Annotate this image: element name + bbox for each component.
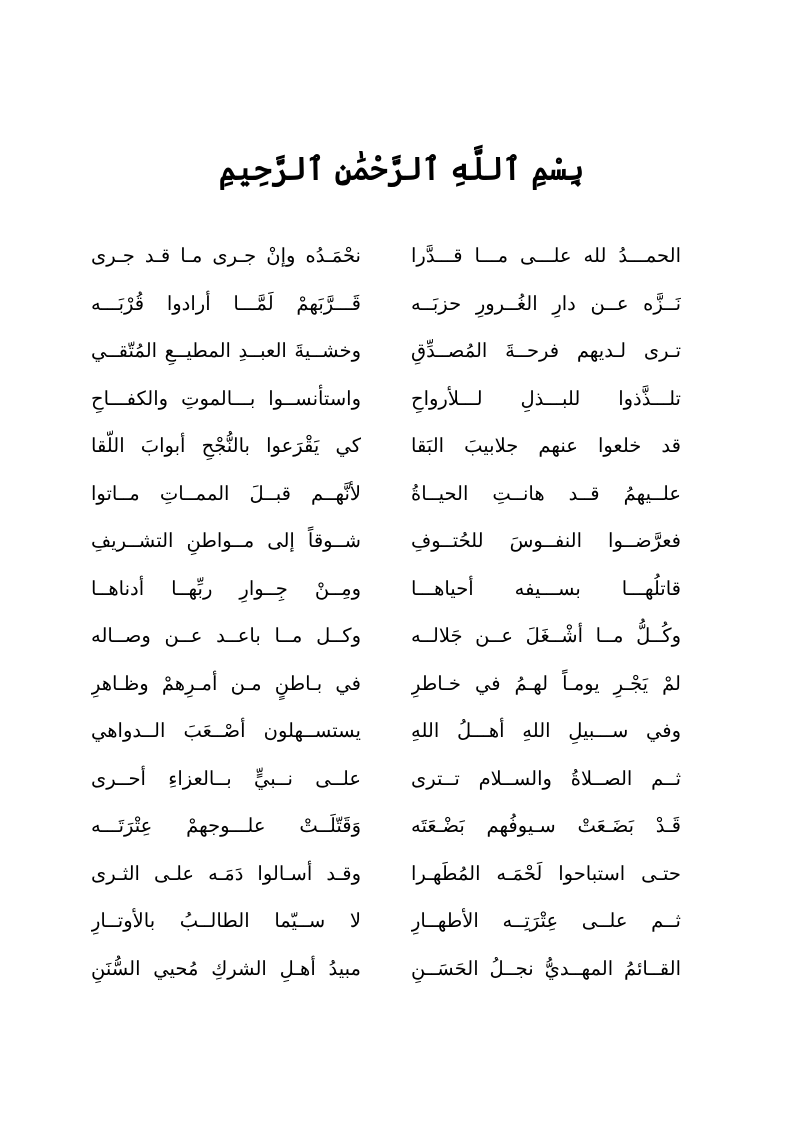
verse-row [0, 234, 803, 282]
verse-second-hemistich: وقـد أسـالوا دَمَـه علـى الثـرى [91, 861, 361, 885]
verse-first-hemistich: قَـدْ بَضَـعَتْ سـيوفُهم بَضْـعَتَه [411, 814, 681, 837]
verse-second-hemistich: في بـاطنٍ مـن أمـرِهمْ وظـاهرِ [91, 671, 361, 695]
verse-row [0, 472, 803, 520]
verse-row [0, 282, 803, 330]
verse-first-hemistich: قد خلعوا عنهم جلابيبَ البَقا [411, 434, 681, 457]
verse-second-hemistich: شــوقاً إلى مــواطنِ التشــريفِ [91, 529, 361, 552]
verse-first-hemistich: تـرى لـديهم فرحــةَ المُصــدِّقِ [411, 339, 681, 362]
verse-row [0, 757, 803, 805]
verse-first-hemistich: لمْ يَجْـرِ يومـاً لهـمُ في خـاطرِ [411, 671, 681, 695]
verse-first-hemistich: الحمـــدُ لله علـــى مـــا قـــدَّرا [411, 244, 681, 267]
verse-second-hemistich: قَـــرَّبَهمْ لَمَّـــا أرادوا قُرْبَـــه [91, 291, 361, 315]
verse-first-hemistich: ثــم علــى عِتْرَتِــه الأطهــارِ [411, 909, 681, 932]
verse-second-hemistich: واستأنســوا بـــالموتِ والكفـــاحِ [91, 386, 361, 410]
poem-body [0, 234, 803, 994]
verse-first-hemistich: نَــزَّه عــن دارِ الغُــرورِ حزبَــه [411, 291, 681, 315]
verse-second-hemistich: علــى نــبيٍّ بــالعزاءِ أحــرى [91, 766, 361, 790]
verse-second-hemistich: مبيدُ أهـلِ الشركِ مُحيي السُّنَنِ [91, 956, 361, 980]
basmala-heading [0, 140, 803, 200]
verse-second-hemistich: لا ســيّما الطالــبُ بالأوتــارِ [91, 909, 361, 932]
verse-first-hemistich: فعرَّضــوا النفــوسَ للحُتــوفِ [411, 529, 681, 552]
verse-first-hemistich: وفي ســـبيلِ اللهِ أهـــلُ اللهِ [411, 719, 681, 742]
verse-row [0, 567, 803, 615]
verse-first-hemistich: علــيهمُ قــد هانــتِ الحيــاةُ [411, 481, 681, 505]
verse-second-hemistich: وخشــيةَ العبــدِ المطيــعِ المُتّقــي [91, 339, 361, 362]
verse-second-hemistich: كي يَقْرَعوا بالنُّجْحِ أبوابَ اللّقا [91, 434, 361, 457]
verse-row [0, 947, 803, 995]
verse-first-hemistich: حتـى استباحوا لَحْمَـه المُطَهـرا [411, 861, 681, 885]
verse-second-hemistich: لأنَّهــم قبــلَ الممــاتِ مــاتوا [91, 481, 361, 505]
verse-row [0, 377, 803, 425]
verse-first-hemistich: تلـــذَّذوا للبـــذلِ لـــلأرواحِ [411, 386, 681, 410]
verse-first-hemistich: قاتلُهـــا بســـيفه أحياهـــا [411, 576, 681, 600]
verse-first-hemistich: القــائمُ المهــديُّ نجــلُ الحَسَــنِ [411, 956, 681, 980]
verse-second-hemistich: نحْمَـدُه وإنْ جـرى مـا قـد جـرى [91, 244, 361, 267]
verse-first-hemistich: وكُــلُّ مــا أشْــغَلَ عــن جَلالــه [411, 624, 681, 647]
verse-second-hemistich: يستســهلون أصْــعَبَ الــدواهي [91, 719, 361, 742]
verse-row [0, 804, 803, 852]
verse-second-hemistich: ومِــنْ جِــوارِ ربِّهــا أدناهــا [91, 576, 361, 600]
verse-second-hemistich: وَقَتّلَــتْ علـــوجهمْ عِتْرَتَـــه [91, 814, 361, 837]
verse-row [0, 852, 803, 900]
verse-first-hemistich: ثــم الصــلاةُ والســلام تــترى [411, 766, 681, 790]
verse-row [0, 899, 803, 947]
basmala-text: بِسْمِ ٱللَّهِ ٱلرَّحْمَٰنِ ٱلرَّحِيمِ [218, 151, 585, 188]
verse-second-hemistich: وكــل مــا باعــد عــن وصــاله [91, 624, 361, 647]
verse-row [0, 424, 803, 472]
verse-row [0, 329, 803, 377]
verse-row [0, 519, 803, 567]
verse-row [0, 709, 803, 757]
verse-row [0, 614, 803, 662]
verse-row [0, 662, 803, 710]
